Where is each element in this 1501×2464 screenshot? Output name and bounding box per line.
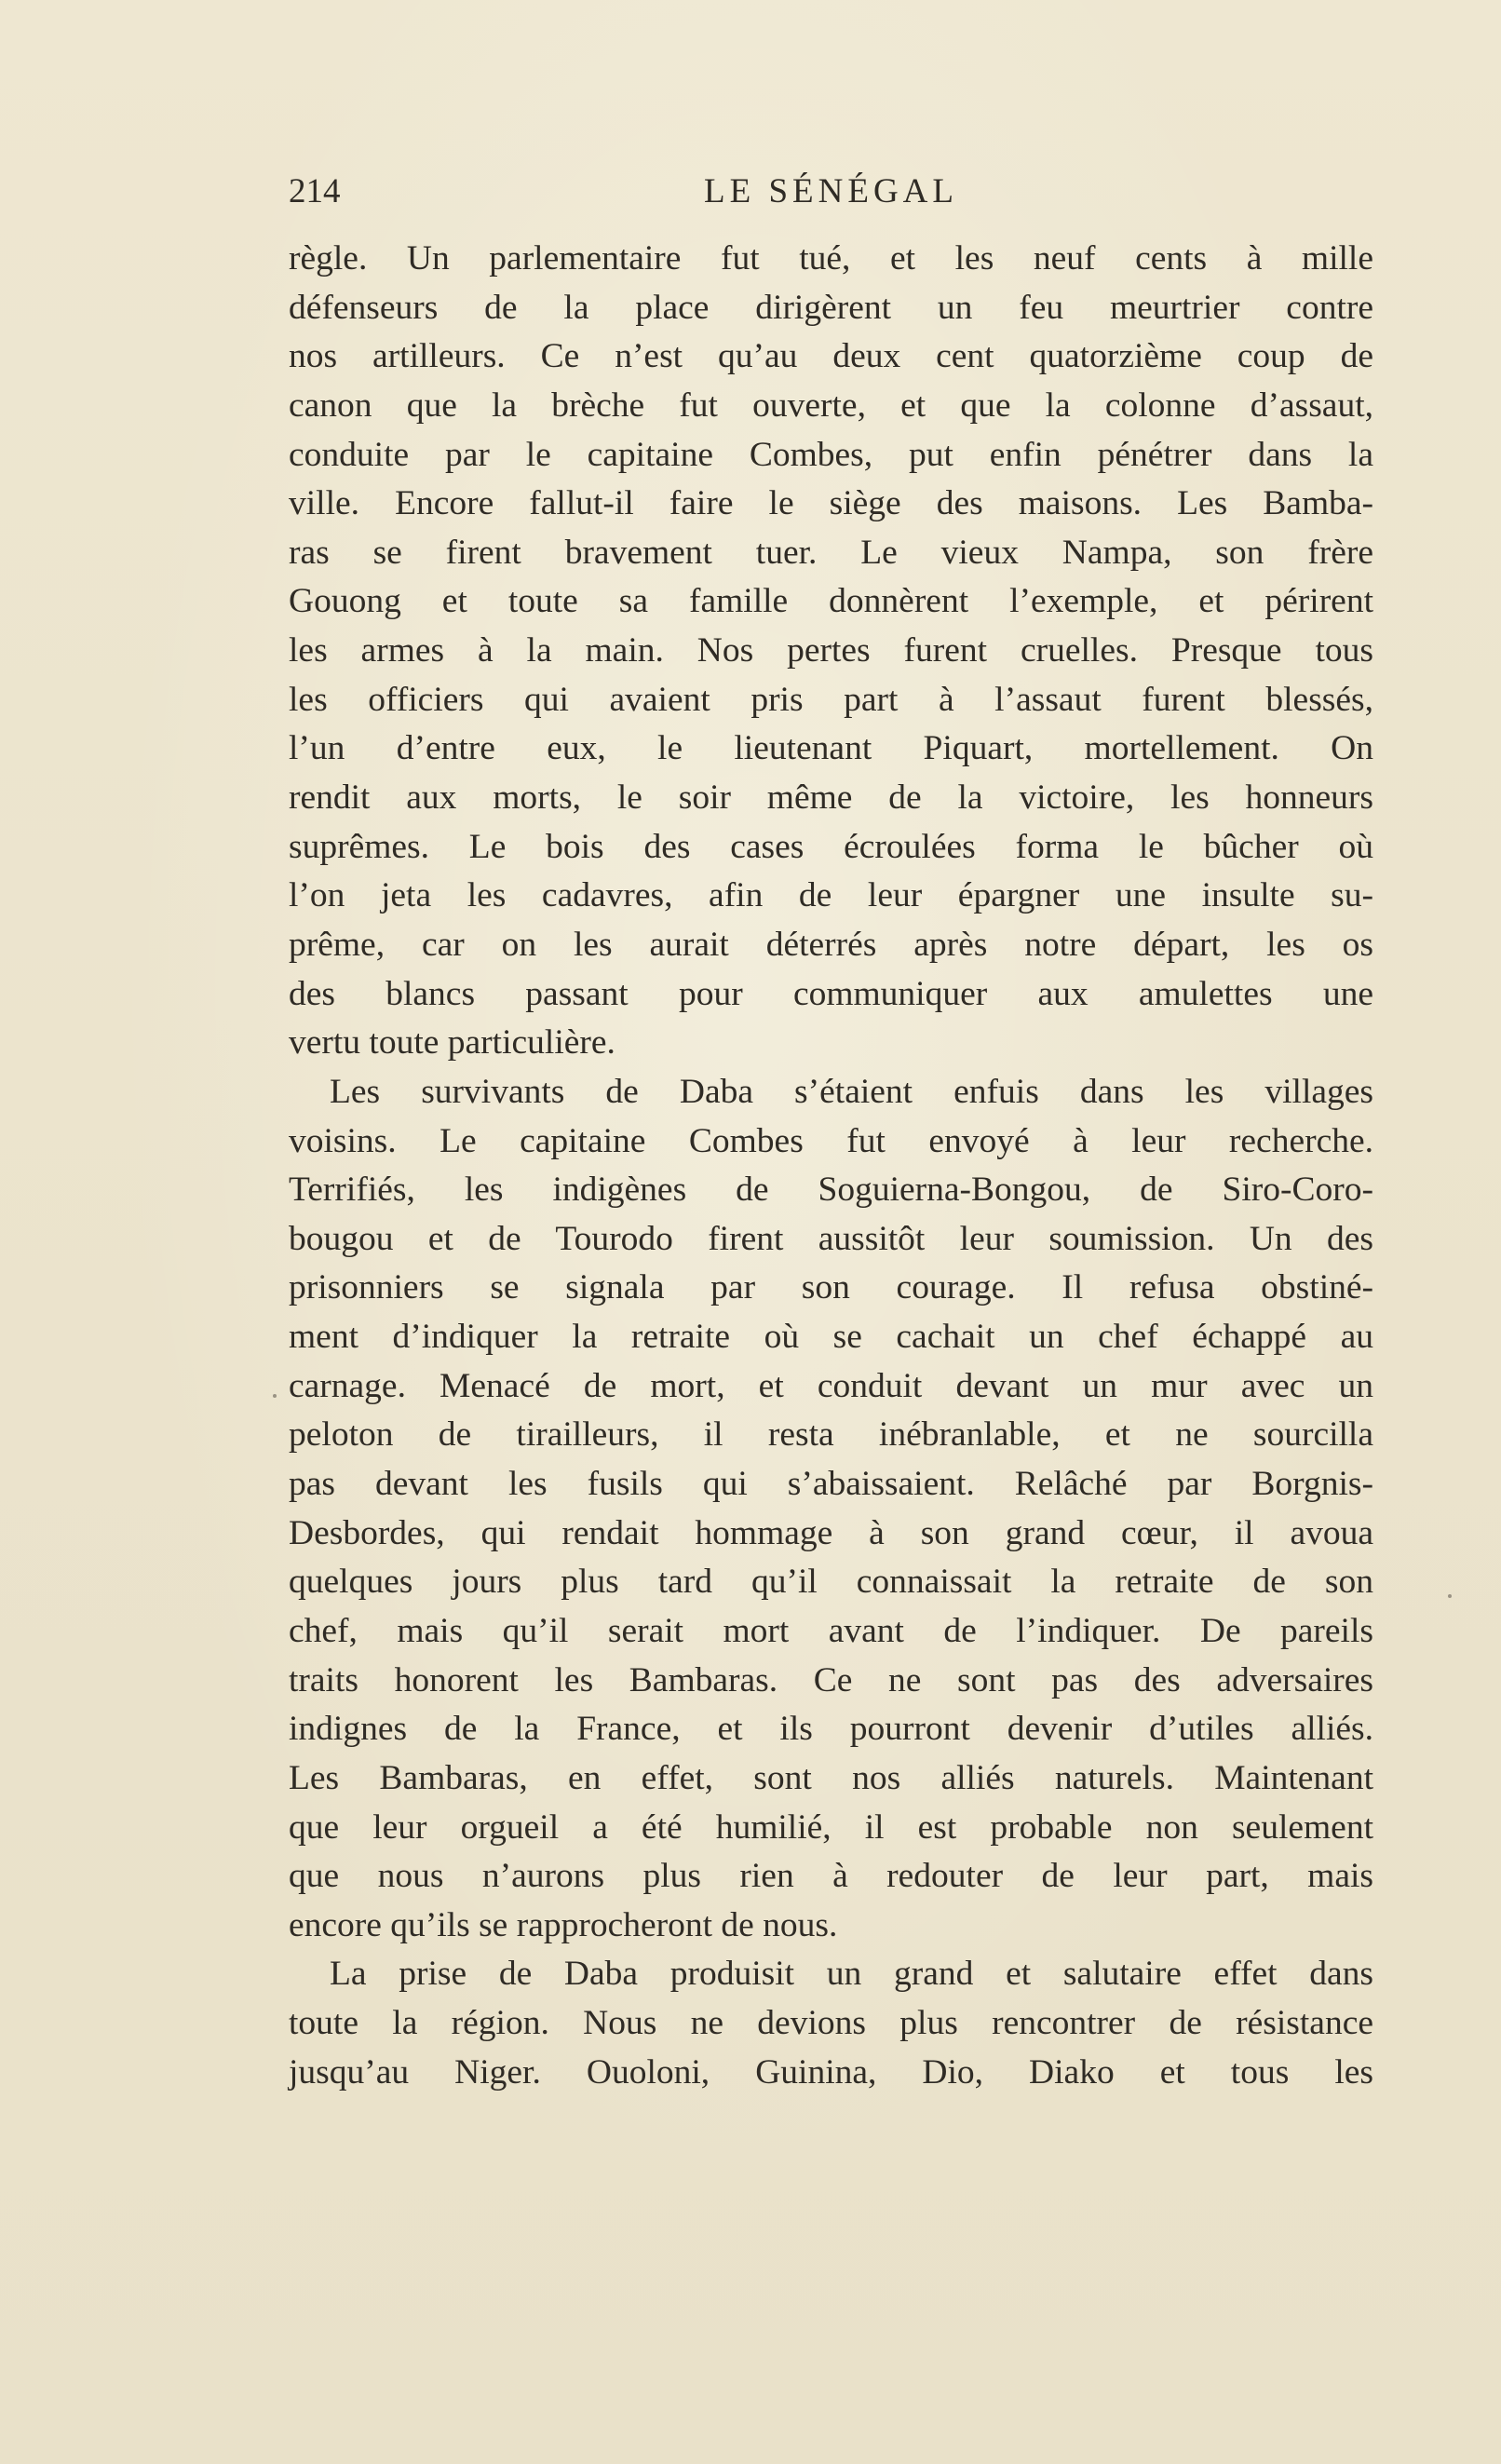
body-text (289, 235, 1373, 2097)
paper-speck (273, 1394, 277, 1398)
text-line: vertu toute particulière. (289, 1023, 615, 1063)
text-line: indignes de la France, et ils pourront devenir d’utiles alliés. (289, 1710, 1373, 1749)
text-line: l’on jeta les cadavres, afin de leur épargner une insulte su- (289, 876, 1373, 915)
text-line: pas devant les fusils qui s’abaissaient. Relâché par Borgnis- (289, 1465, 1373, 1504)
text-line: ment d’indiquer la retraite où se cachait un chef échappé au (289, 1318, 1373, 1357)
text-line: traits honorent les Bambaras. Ce ne sont pas des adversaires (289, 1660, 1373, 1699)
text-line: ville. Encore fallut-il faire le siège des maisons. Les Bamba- (289, 484, 1373, 523)
text-line: La prise de Daba produisit un grand et salutaire effet dans (330, 1955, 1373, 1994)
text-line: Terrifiés, les indigènes de Soguierna-Bongou, de Siro-Coro- (289, 1171, 1373, 1210)
text-line: carnage. Menacé de mort, et conduit devant un mur avec un (289, 1366, 1373, 1405)
text-line: Gouong et toute sa famille donnèrent l’exemple, et périrent (289, 582, 1373, 621)
paper-speck (1448, 1594, 1452, 1598)
text-line: Les Bambaras, en effet, sont nos alliés naturels. Maintenant (289, 1758, 1373, 1797)
text-line: des blancs passant pour communiquer aux amulettes une (289, 974, 1373, 1013)
running-head (289, 171, 1373, 218)
text-line: voisins. Le capitaine Combes fut envoyé à leur recherche. (289, 1121, 1373, 1160)
text-line: règle. Un parlementaire fut tué, et les neuf cents à mille (289, 239, 1373, 278)
text-line: peloton de tirailleurs, il resta inébranlable, et ne sourcilla (289, 1415, 1373, 1455)
text-line: ras se firent bravement tuer. Le vieux Nampa, son frère (289, 533, 1373, 572)
text-line: conduite par le capitaine Combes, put enfin pénétrer dans la (289, 435, 1373, 474)
text-line: rendit aux morts, le soir même de la victoire, les honneurs (289, 778, 1373, 818)
text-line: que leur orgueil a été humilié, il est probable non seulement (289, 1807, 1373, 1847)
text-line: encore qu’ils se rapprocheront de nous. (289, 1905, 838, 1944)
text-line: Les survivants de Daba s’étaient enfuis dans les villages (330, 1072, 1373, 1111)
text-line: que nous n’aurons plus rien à redouter de leur part, mais (289, 1857, 1373, 1896)
text-line: suprêmes. Le bois des cases écroulées forma le bûcher où (289, 827, 1373, 866)
text-line: canon que la brèche fut ouverte, et que la colonne d’assaut, (289, 386, 1373, 425)
text-line: l’un d’entre eux, le lieutenant Piquart, mortellement. On (289, 729, 1373, 768)
page-number: 214 (289, 172, 341, 210)
text-line: Desbordes, qui rendait hommage à son grand cœur, il avoua (289, 1513, 1373, 1552)
text-line: quelques jours plus tard qu’il connaissait la retraite de son (289, 1563, 1373, 1602)
text-line: toute la région. Nous ne devions plus rencontrer de résistance (289, 2004, 1373, 2043)
text-line: bougou et de Tourodo firent aussitôt leur soumission. Un des (289, 1219, 1373, 1258)
text-line: jusqu’au Niger. Ouoloni, Guinina, Dio, Diako et tous les (289, 2052, 1373, 2092)
running-title: LE SÉNÉGAL (704, 172, 958, 210)
text-line: les officiers qui avaient pris part à l’assaut furent blessés, (289, 680, 1373, 719)
text-line: prisonniers se signala par son courage. Il refusa obstiné- (289, 1268, 1373, 1307)
text-line: défenseurs de la place dirigèrent un feu meurtrier contre (289, 288, 1373, 327)
text-line: prême, car on les aurait déterrés après notre départ, les os (289, 925, 1373, 964)
text-line: nos artilleurs. Ce n’est qu’au deux cent quatorzième coup de (289, 337, 1373, 376)
text-line: les armes à la main. Nos pertes furent cruelles. Presque tous (289, 631, 1373, 670)
text-line: chef, mais qu’il serait mort avant de l’indiquer. De pareils (289, 1611, 1373, 1650)
